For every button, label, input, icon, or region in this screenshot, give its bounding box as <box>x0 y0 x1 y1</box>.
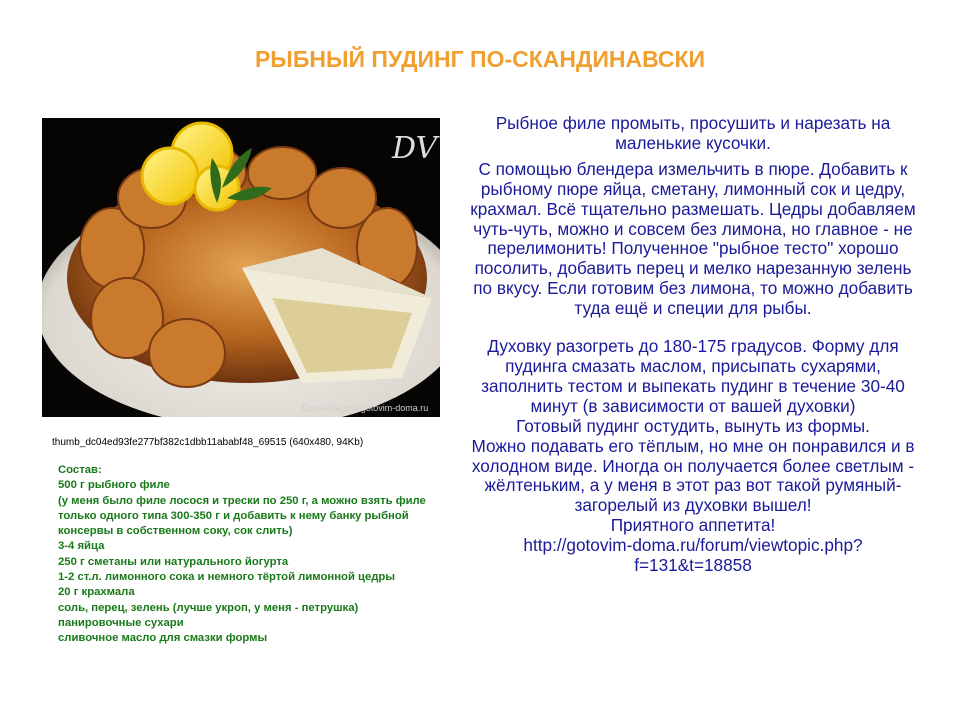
recipe-closing: Приятного аппетита! <box>610 515 776 536</box>
image-caption: thumb_dc04ed93fe277bf382c1dbb11ababf48_69515 (640x480, 94Kb) <box>52 437 364 448</box>
list-item: 1-2 ст.л. лимонного сока и немного тёртой лимонной цедры <box>58 571 395 584</box>
page-title: РЫБНЫЙ ПУДИНГ ПО-СКАНДИНАВСКИ <box>254 46 706 72</box>
list-item: сливочное масло для смазки формы <box>58 632 268 645</box>
recipe-paragraph: Можно подавать его тёплым, но мне он понравился и в холодном виде. Иногда он получается более светлым - жёлтеньким, а у меня в этот раз вот такой румяный-загорелый из духовки вышел! <box>471 435 915 516</box>
recipe-paragraph: Готовый пудинг остудить, вынуть из формы. <box>516 415 870 436</box>
list-item: (у меня было филе лосося и трески по 250 г, а можно взять филе только одного типа 300-350 г и добавить к нему банку рыбной консервы в собственном соку, сок слить) <box>58 494 426 538</box>
list-item: панировочные сухари <box>58 616 184 629</box>
list-item: 500 г рыбного филе <box>58 479 170 492</box>
list-item: 20 г крахмала <box>58 586 135 599</box>
recipe-paragraph: Духовку разогреть до 180-175 градусов. Форму для пудинга смазать маслом, присыпать сухарями, заполнить тестом и выпекать пудинг в течение 30-40 минут (в зависимости от вашей духовки) <box>481 336 905 416</box>
svg-text:DV: DV <box>392 131 438 166</box>
svg-text:DolceVita для gotovim-doma.ru: DolceVita для gotovim-doma.ru <box>302 403 429 413</box>
ingredients-heading: Состав: <box>58 464 102 476</box>
recipe-paragraph: Рыбное филе промыть, просушить и нарезать на маленькие кусочки. <box>495 113 891 153</box>
recipe-text <box>470 114 916 576</box>
pudding-illustration <box>42 118 440 417</box>
source-link[interactable]: http://gotovim-doma.ru/forum/viewtopic.php?f=131&t=18858 <box>523 535 863 576</box>
ingredients-list <box>58 463 428 647</box>
list-item: соль, перец, зелень (лучше укроп, у меня - петрушка) <box>58 601 359 614</box>
list-item: 3-4 яйца <box>58 540 105 553</box>
pudding-photo <box>42 118 440 417</box>
list-item: 250 г сметаны или натурального йогурта <box>58 555 289 568</box>
recipe-paragraph: С помощью блендера измельчить в пюре. Добавить к рыбному пюре яйца, сметану, лимонный сок и цедру, крахмал. Всё тщательно размешать. Цедры добавляем чуть-чуть, можно и совсем без лимона, но главное - не перелимонить! Полученное "рыбное тесто" хорошо посолить, добавить перец и мелко нарезанную зелень по вкусу. Если готовим без лимона, то можно добавить туда ещё и специи для рыбы. <box>470 158 916 319</box>
